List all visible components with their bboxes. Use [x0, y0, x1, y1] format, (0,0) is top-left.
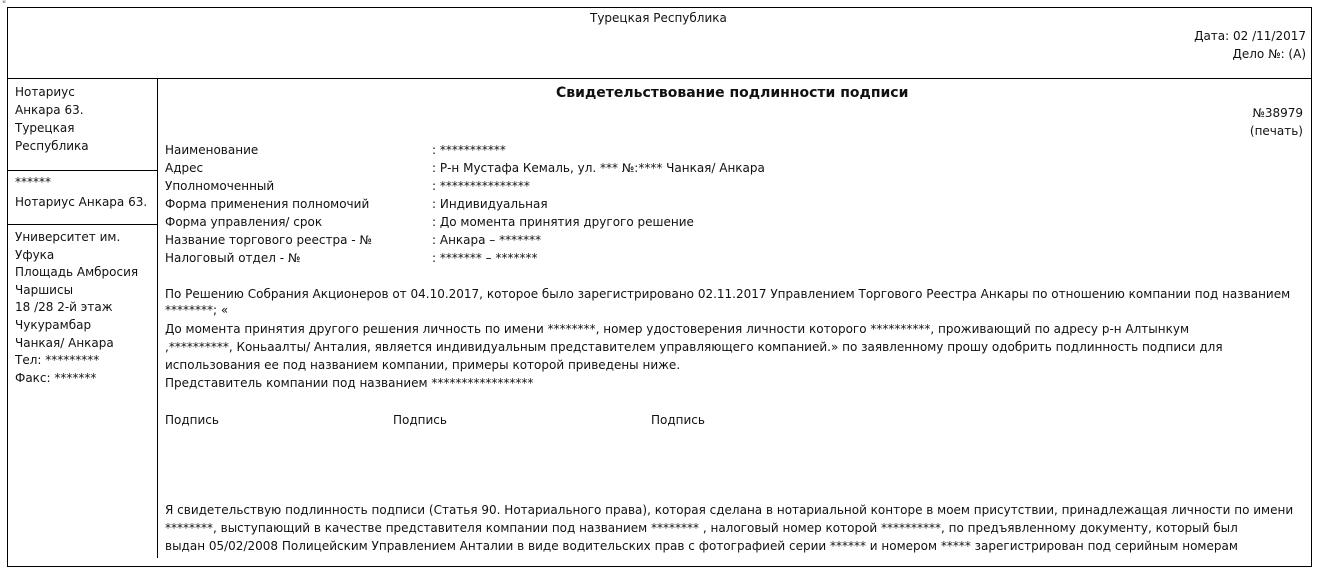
- corner-mark: ": [2, 0, 7, 10]
- sidebar-line: Республика: [15, 139, 89, 153]
- sidebar-line: Университет им.: [15, 230, 121, 244]
- field-row: [165, 249, 538, 267]
- field-value: : ***************: [432, 179, 530, 193]
- paragraph1-line: По Решению Собрания Акционеров от 04.10.2017, которое было зарегистрировано 02.11.2017 Управлением Торгового Реестра Анкары по отношению компании под названием: [165, 287, 1291, 301]
- sidebar-line: Чукурамбар: [15, 317, 92, 332]
- case-number: Дело №: (А): [1232, 47, 1306, 61]
- signature-label: Подпись: [165, 413, 219, 427]
- paragraph2-line: Я свидетельствую подлинность подписи (Статья 90. Нотариального права), которая сделана в нотариальной конторе в моем присутствии, принадлежащая личности по имени: [165, 503, 1294, 517]
- sidebar-line: Турецкая: [15, 121, 75, 135]
- paragraph2-line: выдан 05/02/2008 Полицейским Управлением Анталии в виде водительских прав с фотографией серии ****** и номером ***** зарегистрирован под серийным номерам: [165, 539, 1238, 553]
- sidebar-line: Нотариус: [15, 85, 75, 99]
- sidebar-address-block: [15, 229, 138, 387]
- field-row: [165, 177, 530, 195]
- field-value: : Р-н Мустафа Кемаль, ул. *** №:**** Чанкая/ Анкара: [432, 161, 765, 175]
- paragraph2-line: ********, выступающий в качестве представителя компании под названием ******** , налоговый номер которой **********, по предъявленному документу, который был: [165, 521, 1238, 535]
- field-value: : ******* – *******: [432, 251, 538, 265]
- sidebar-block-divider-1: [7, 170, 158, 171]
- field-label: Форма управления/ срок: [165, 215, 323, 229]
- paragraph1-line: До момента принятия другого решения личность по имени ********, номер удостоверения личности которого **********, проживающий по адресу р-н Алтынкум: [165, 322, 1190, 336]
- field-row: [165, 159, 765, 177]
- seal-label: (печать): [1249, 124, 1303, 138]
- signature-label: Подпись: [393, 413, 447, 427]
- field-row: [165, 195, 548, 213]
- sidebar-line: Чаршисы: [15, 282, 74, 297]
- paragraph1-line: ,**********, Коньаалты/ Анталия, является индивидуальным представителем управляющего компанией.» по заявленному прошу одобрить подлинность подписи для: [165, 340, 1223, 354]
- paragraph1-line: ********; «: [165, 303, 229, 317]
- sidebar-line: Уфука: [15, 247, 55, 262]
- field-value: : До момента принятия другого решение: [432, 215, 694, 229]
- header-divider: [7, 78, 1312, 79]
- field-label: Налоговый отдел - №: [165, 251, 301, 265]
- paragraph1-line: Представитель компании под названием *****************: [165, 376, 534, 390]
- field-label: Форма применения полномочий: [165, 197, 370, 211]
- field-value: : Индивидуальная: [432, 197, 548, 211]
- sidebar-line: Площадь Амбросия: [15, 265, 139, 280]
- sidebar-notary-block: [15, 83, 89, 155]
- sidebar-line: Нотариус Анкара 63.: [15, 195, 148, 209]
- sidebar-line: ******: [15, 175, 51, 189]
- signature-label: Подпись: [651, 413, 705, 427]
- field-label: Уполномоченный: [165, 179, 275, 193]
- sidebar-line: Тел: *********: [15, 353, 100, 368]
- document-date: Дата: 02 /11/2017: [1194, 29, 1306, 43]
- field-value: : Анкара – *******: [432, 233, 542, 247]
- fields-table: [165, 141, 765, 267]
- field-label: Название торгового реестра - №: [165, 233, 372, 247]
- field-row: [165, 213, 694, 231]
- sidebar-line: Анкара 63.: [15, 103, 84, 117]
- sidebar-block-divider-2: [7, 224, 158, 225]
- field-label: Наименование: [165, 143, 259, 157]
- sidebar-line: 18 /28 2-й этаж: [15, 300, 113, 315]
- field-label: Адрес: [165, 161, 204, 175]
- field-row: [165, 141, 506, 159]
- document-number: №38979: [1252, 106, 1303, 120]
- field-row: [165, 231, 542, 249]
- paragraph1-line: использования ее под названием компании, примеры которой приведены ниже.: [165, 358, 681, 372]
- field-value: : ***********: [432, 143, 506, 157]
- sidebar-divider: [157, 78, 158, 558]
- sidebar-notary-name-block: [15, 173, 147, 211]
- sidebar-line: Чанкая/ Анкара: [15, 335, 114, 350]
- country-heading: Турецкая Республика: [590, 11, 727, 25]
- sidebar-line: Факс: *******: [15, 370, 97, 385]
- document-title: Свидетельствование подлинности подписи: [556, 85, 909, 101]
